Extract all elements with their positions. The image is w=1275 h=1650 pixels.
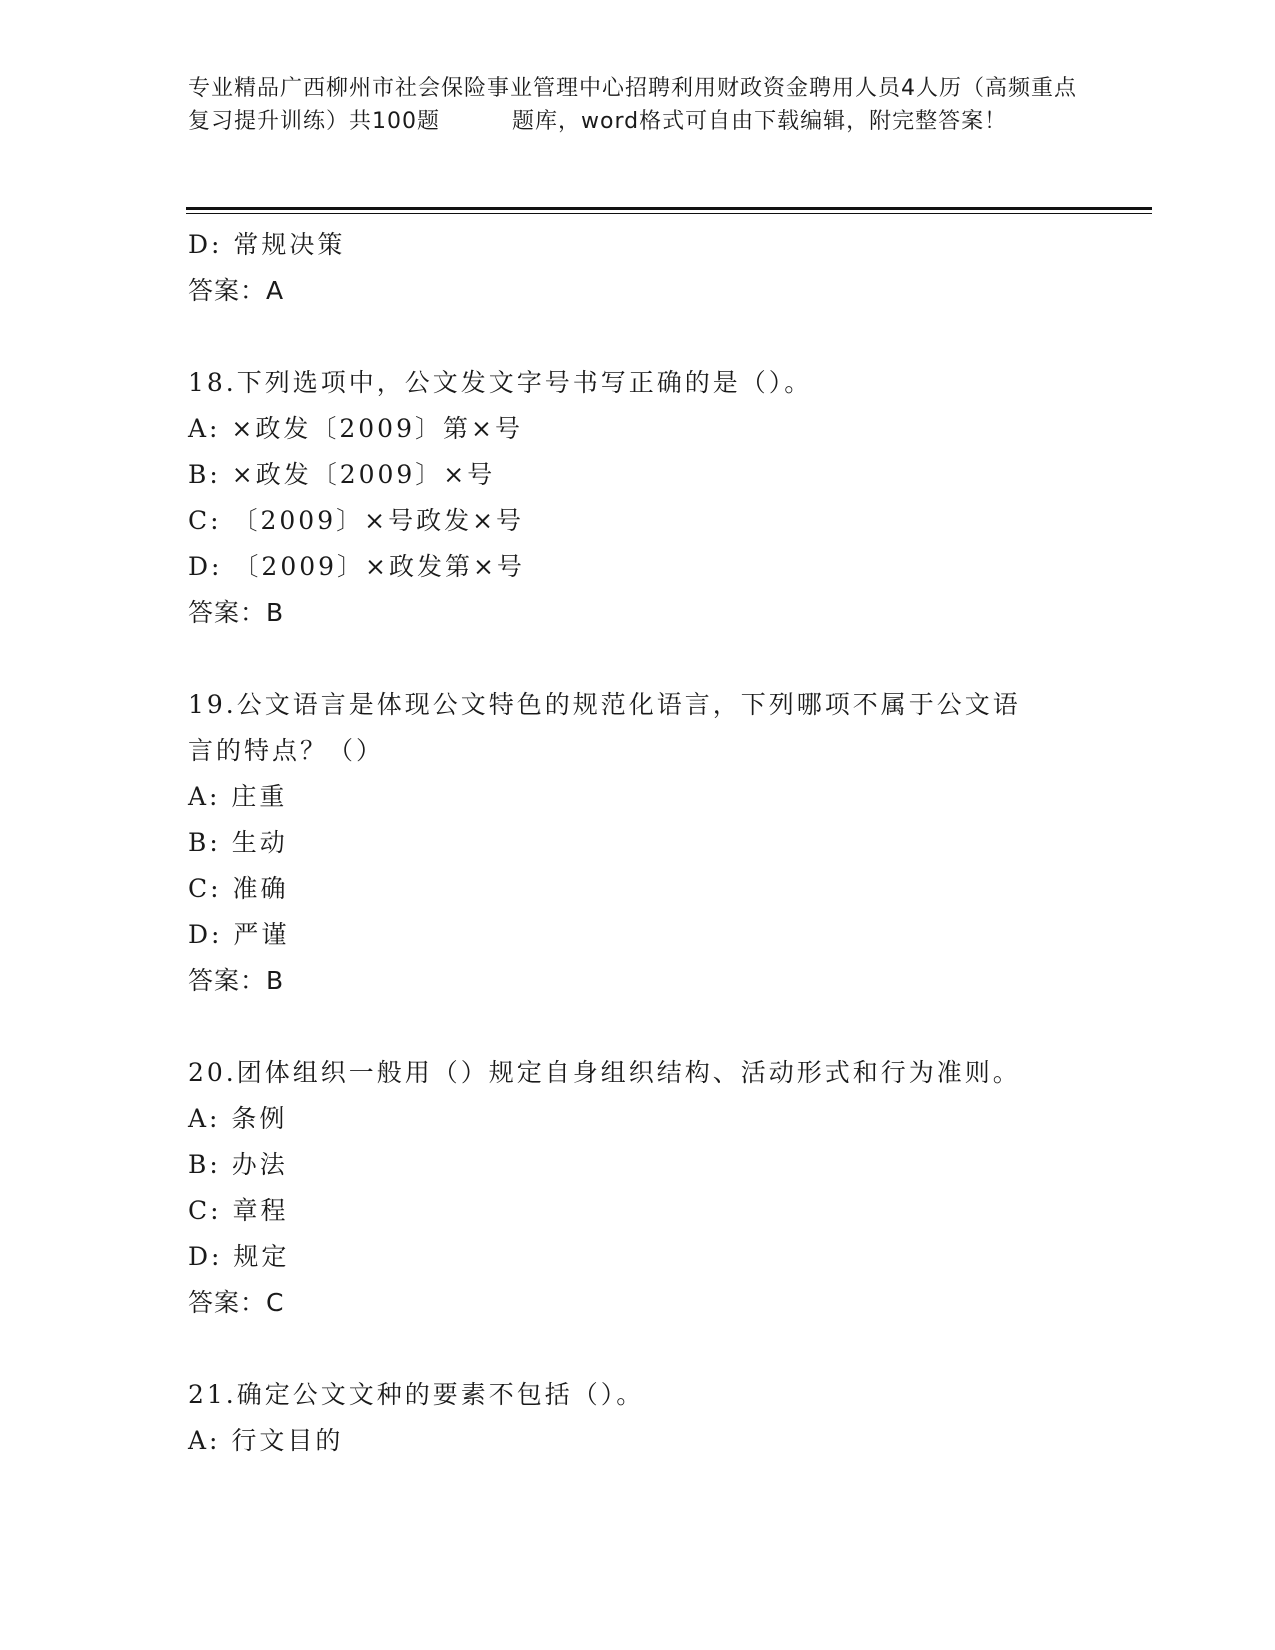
header-rule-thick [186, 207, 1152, 210]
option-a: A: ×政发〔2009〕第×号 [188, 414, 523, 443]
question-stem: 21.确定公文文种的要素不包括（）。 [188, 1380, 645, 1409]
option-c: C: 章程 [188, 1196, 289, 1225]
header-rule-thin [186, 213, 1152, 214]
header-title-part2: 题库，word格式可自由下载编辑，附完整答案！ [512, 109, 1008, 134]
answer-line: 答案：C [188, 1288, 285, 1317]
question-20 [188, 1050, 1088, 1326]
answer-line: 答案：A [188, 276, 285, 305]
option-b: B: ×政发〔2009〕×号 [188, 460, 496, 489]
question-list [188, 222, 1088, 1464]
option-c: C: 准确 [188, 874, 289, 903]
question-stem: 19.公文语言是体现公文特色的规范化语言，下列哪项不属于公文语言的特点？（） [188, 690, 1021, 765]
option-b: B: 生动 [188, 828, 288, 857]
option-d: D: 严谨 [188, 920, 290, 949]
header-title-part1: 专业精品广西柳州市社会保险事业管理中心招聘利用财政资金聘用人员4人历（高频重点复习提升训练）共100题 [188, 76, 1077, 134]
option-b: B: 办法 [188, 1150, 288, 1179]
option-d: D: 规定 [188, 1242, 290, 1271]
option-d: D: 〔2009〕×政发第×号 [188, 552, 525, 581]
option-a: A: 条例 [188, 1104, 288, 1133]
question-21 [188, 1372, 1088, 1464]
question-19 [188, 682, 1088, 1004]
spacer [188, 1326, 1088, 1372]
answer-line: 答案：B [188, 598, 285, 627]
spacer [188, 314, 1088, 360]
question-stem: 20.团体组织一般用（）规定自身组织结构、活动形式和行为准则。 [188, 1058, 1021, 1087]
question-stem: 18.下列选项中，公文发文字号书写正确的是（）。 [188, 368, 813, 397]
document-header [188, 72, 1088, 138]
spacer [188, 1004, 1088, 1050]
option-c: C: 〔2009〕×号政发×号 [188, 506, 525, 535]
option-a: A: 庄重 [188, 782, 288, 811]
spacer [188, 636, 1088, 682]
option-d: D: 常规决策 [188, 230, 346, 259]
option-a: A: 行文目的 [188, 1426, 344, 1455]
answer-line: 答案：B [188, 966, 285, 995]
question-18 [188, 360, 1088, 636]
